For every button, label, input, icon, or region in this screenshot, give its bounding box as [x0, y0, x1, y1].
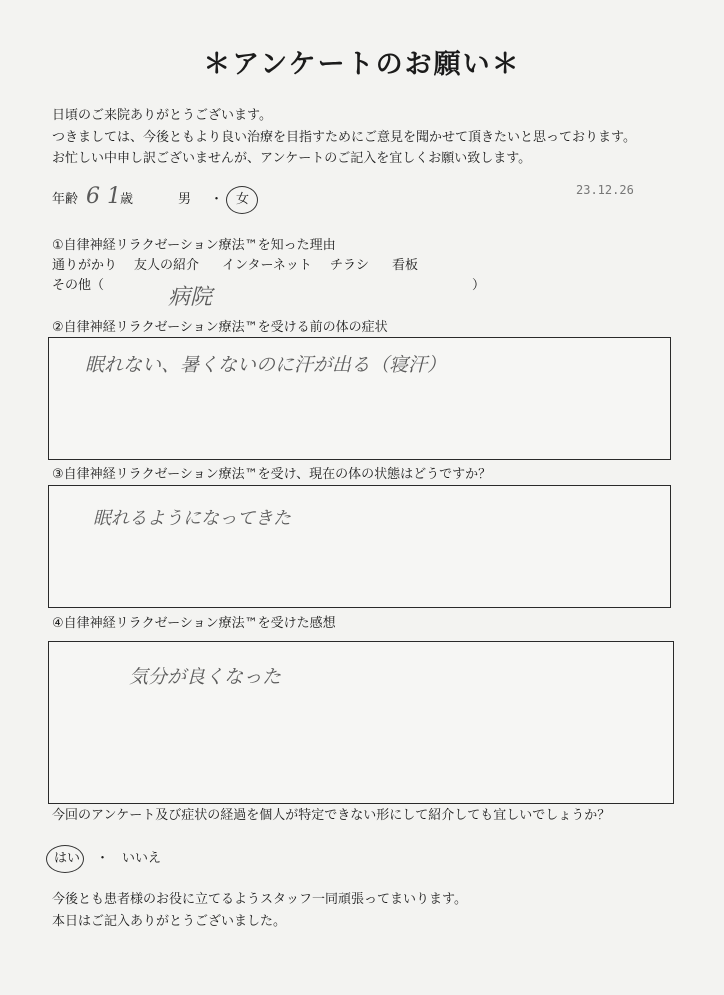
consent-question: 今回のアンケート及び症状の経過を個人が特定できない形にして紹介しても宜しいでしょうか？ — [52, 808, 611, 823]
q1-other-answer[interactable]: 病院 — [168, 285, 213, 310]
q2-answer-box[interactable] — [48, 337, 671, 460]
gender-separator: ・ — [210, 192, 224, 207]
q1-option-passing[interactable]: 通りがかり — [52, 258, 118, 273]
q1-option-friend[interactable]: 友人の紹介 — [134, 258, 200, 273]
q1-other-close: ） — [472, 278, 486, 293]
q1-option-signboard[interactable]: 看板 — [392, 258, 419, 273]
q2-answer-text: 眠れない、暑くないのに汗が出る（寝汗） — [85, 354, 447, 376]
page-title: ＊アンケートのお願い＊ — [203, 49, 521, 80]
closing-line-1: 今後とも患者様のお役に立てるようスタッフ一同頑張ってまいります。 — [52, 892, 467, 907]
q4-label: ④自律神経リラクゼーション療法™を受けた感想 — [52, 616, 336, 631]
q2-label: ②自律神経リラクゼーション療法™を受ける前の体の症状 — [52, 320, 388, 335]
q4-answer-box[interactable] — [48, 641, 674, 804]
q1-other-label: その他（ — [52, 278, 105, 293]
female-option[interactable]: 女 — [236, 192, 250, 207]
closing-line-2: 本日はご記入ありがとうございました。 — [52, 914, 287, 929]
male-option[interactable]: 男 — [178, 192, 192, 207]
age-label: 年齢 — [52, 192, 79, 207]
q1-option-flyer[interactable]: チラシ — [330, 258, 370, 273]
q4-answer-text: 気分が良くなった — [129, 666, 282, 688]
age-unit: 歳 — [120, 192, 134, 207]
q1-label: ①自律神経リラクゼーション療法™を知った理由 — [52, 238, 336, 253]
date-stamp: 23.12.26 — [576, 183, 634, 197]
q3-answer-text: 眠れるようになってきた — [93, 508, 291, 529]
consent-yes[interactable]: はい — [54, 851, 81, 866]
intro-line-2: つきましては、今後ともより良い治療を目指すためにご意見を聞かせて頂きたいと思っております。 — [52, 130, 636, 145]
consent-no[interactable]: いいえ — [122, 851, 162, 866]
q1-option-internet[interactable]: インターネット — [222, 258, 312, 273]
consent-yes-selected-circle — [46, 845, 84, 873]
age-value[interactable]: 6 1 — [86, 184, 121, 209]
intro-line-1: 日頃のご来院ありがとうございます。 — [52, 108, 272, 123]
female-selected-circle — [226, 186, 258, 214]
consent-separator: ・ — [96, 851, 110, 866]
q3-label: ③自律神経リラクゼーション療法™を受け、現在の体の状態はどうですか？ — [52, 467, 492, 482]
intro-line-3: お忙しい中申し訳ございませんが、アンケートのご記入を宜しくお願い致します。 — [52, 151, 532, 166]
q3-answer-box[interactable] — [48, 485, 671, 608]
